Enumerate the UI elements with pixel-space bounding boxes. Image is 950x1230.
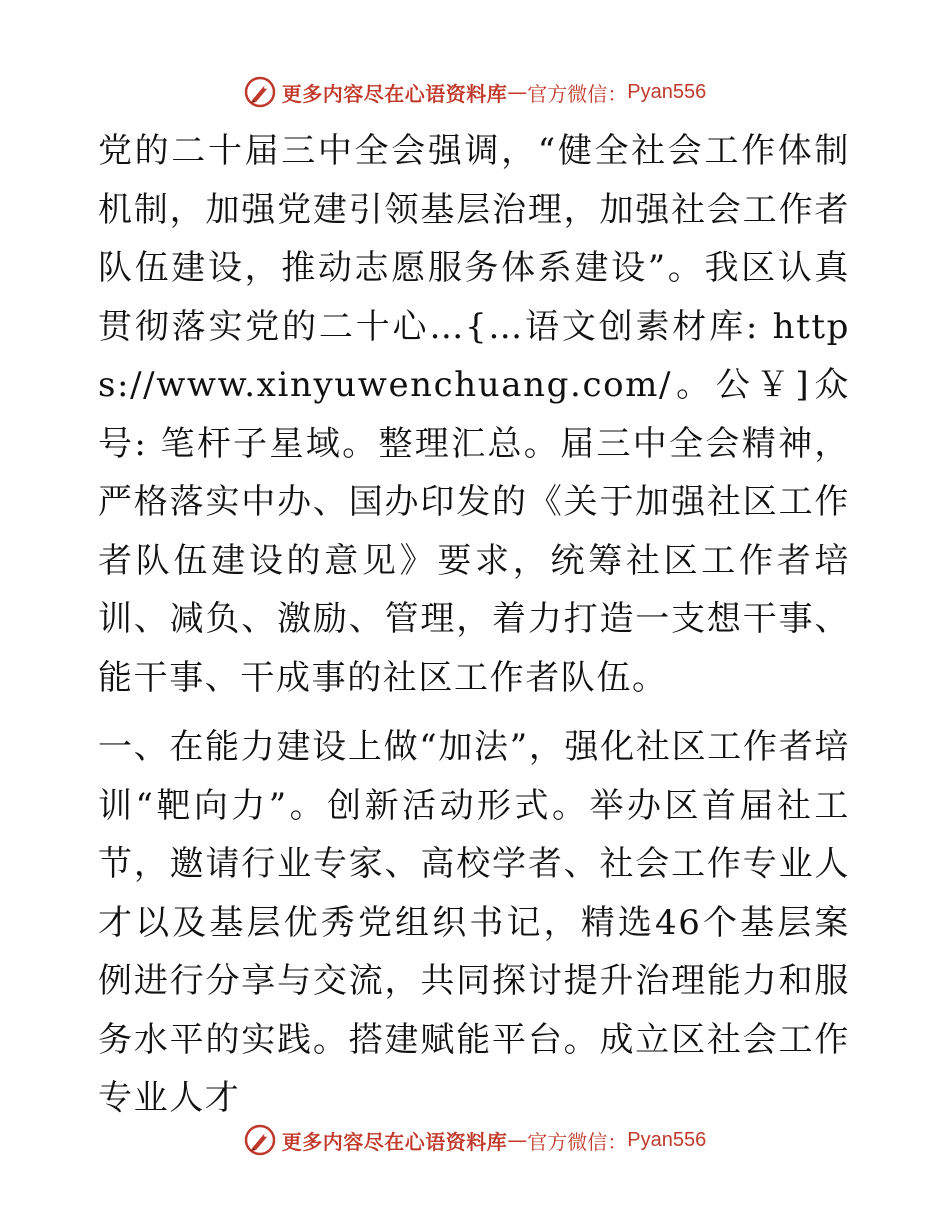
header-dash: — (507, 80, 528, 104)
footer-brand-text: 更多内容尽在心语资料库 (281, 1129, 508, 1154)
document-body (98, 122, 850, 1128)
header-brand-text: 更多内容尽在心语资料库 (281, 81, 508, 106)
header-wechat-id: Pyan556 (627, 80, 707, 103)
header-banner (0, 72, 950, 112)
footer-dash: — (507, 1128, 528, 1152)
header-wechat-label: 官方微信： (527, 81, 628, 106)
footer-wechat-label: 官方微信： (527, 1129, 628, 1154)
footer-wechat-id: Pyan556 (627, 1128, 707, 1151)
paragraph-intro: 党的二十届三中全会强调，“健全社会工作体制机制，加强党建引领基层治理，加强社会工作者队伍建设，推动志愿服务体系建设”。我区认真贯彻落实党的二十心…{…语文创素材库: https://www.xinyuwenchuang.com/。公￥]众号: 笔杆子星域。整理汇总。届三中全会精神，严格落实中办、国办印发的《关于加强社区工作者队伍建设的意见》要求，统筹社区工作者培训、减负、激励、管理，着力打造一支想干事、能干事、干成事的社区工作者队伍。 (98, 131, 850, 698)
pen-nib-logo-icon (244, 1124, 276, 1156)
footer-banner (0, 1120, 950, 1160)
paragraph-section-one: 一、在能力建设上做“加法”，强化社区工作者培训“靶向力”。创新活动形式。举办区首届社工节，邀请行业专家、高校学者、社会工作专业人才以及基层优秀党组织书记，精选46个基层案例进行分享与交流，共同探讨提升治理能力和服务水平的实践。搭建赋能平台。成立区社会工作专业人才 (98, 727, 850, 1118)
pen-nib-logo-icon (244, 76, 276, 108)
